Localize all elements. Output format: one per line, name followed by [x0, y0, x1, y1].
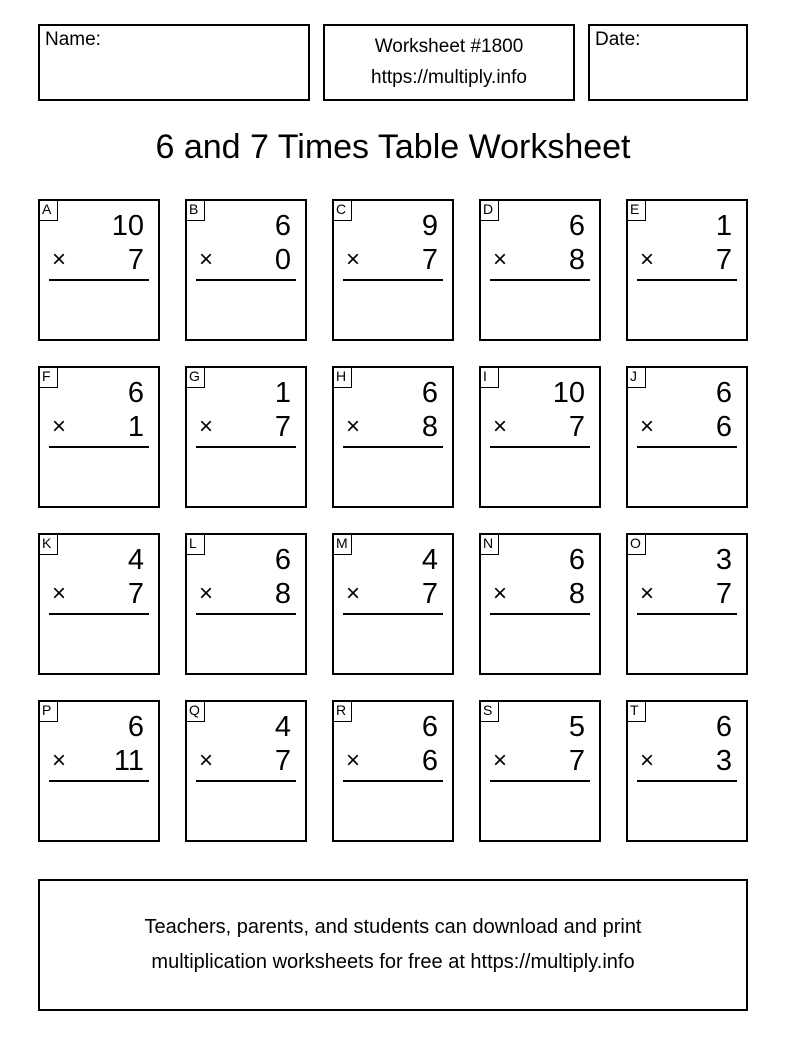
- times-sign: ×: [346, 413, 361, 440]
- times-sign: ×: [640, 580, 655, 607]
- multiplicand: 10: [552, 377, 585, 409]
- problem-g[interactable]: [185, 366, 307, 508]
- multiplicand: 4: [127, 544, 144, 576]
- answer-line: [343, 279, 443, 281]
- answer-line: [490, 780, 590, 782]
- multiplicand: 6: [274, 210, 291, 242]
- multiplicand: 5: [568, 711, 585, 743]
- answer-line: [196, 279, 296, 281]
- times-sign: ×: [52, 413, 67, 440]
- times-sign: ×: [640, 747, 655, 774]
- answer-line: [490, 446, 590, 448]
- multiplier: 7: [274, 411, 291, 443]
- multiplier: 7: [715, 578, 732, 610]
- answer-line: [196, 780, 296, 782]
- problem-q[interactable]: [185, 700, 307, 842]
- date-label: Date:: [595, 29, 641, 50]
- answer-line: [343, 446, 443, 448]
- multiplier: 0: [274, 244, 291, 276]
- footer-box: [38, 879, 748, 1011]
- page-title: 6 and 7 Times Table Worksheet: [155, 128, 631, 166]
- multiplicand: 10: [111, 210, 144, 242]
- problem-letter: N: [479, 533, 499, 555]
- times-sign: ×: [493, 413, 508, 440]
- problem-letter: B: [185, 199, 205, 221]
- footer-text-line-1: Teachers, parents, and students can download and print: [144, 916, 642, 938]
- problem-letter: K: [38, 533, 58, 555]
- multiplier: 8: [568, 578, 585, 610]
- multiplier: 7: [715, 244, 732, 276]
- multiplier: 7: [568, 411, 585, 443]
- times-sign: ×: [199, 747, 214, 774]
- problem-d[interactable]: [479, 199, 601, 341]
- multiplicand: 6: [274, 544, 291, 576]
- multiplicand: 6: [715, 711, 732, 743]
- problem-o[interactable]: [626, 533, 748, 675]
- problem-n[interactable]: [479, 533, 601, 675]
- answer-line: [49, 613, 149, 615]
- multiplicand: 1: [715, 210, 732, 242]
- problem-letter: Q: [185, 700, 205, 722]
- problem-letter: S: [479, 700, 499, 722]
- problem-i[interactable]: [479, 366, 601, 508]
- problem-e[interactable]: [626, 199, 748, 341]
- multiplier: 1: [127, 411, 144, 443]
- answer-line: [490, 613, 590, 615]
- answer-line: [490, 279, 590, 281]
- problem-b[interactable]: [185, 199, 307, 341]
- multiplier: 8: [274, 578, 291, 610]
- problem-h[interactable]: [332, 366, 454, 508]
- multiplier: 7: [568, 745, 585, 777]
- problem-t[interactable]: [626, 700, 748, 842]
- multiplier: 8: [568, 244, 585, 276]
- times-sign: ×: [52, 747, 67, 774]
- times-sign: ×: [199, 413, 214, 440]
- answer-line: [343, 613, 443, 615]
- times-sign: ×: [346, 246, 361, 273]
- problem-letter: R: [332, 700, 352, 722]
- problem-m[interactable]: [332, 533, 454, 675]
- answer-line: [196, 446, 296, 448]
- times-sign: ×: [52, 246, 67, 273]
- times-sign: ×: [346, 580, 361, 607]
- footer-text-line-2: multiplication worksheets for free at https://multiply.info: [151, 951, 635, 973]
- times-sign: ×: [493, 580, 508, 607]
- problem-p[interactable]: [38, 700, 160, 842]
- multiplier: 6: [421, 745, 438, 777]
- multiplicand: 6: [421, 377, 438, 409]
- multiplicand: 3: [715, 544, 732, 576]
- problem-letter: G: [185, 366, 205, 388]
- problem-letter: H: [332, 366, 352, 388]
- problem-letter: A: [38, 199, 58, 221]
- problem-k[interactable]: [38, 533, 160, 675]
- times-sign: ×: [52, 580, 67, 607]
- problem-letter: J: [626, 366, 646, 388]
- name-label: Name:: [45, 29, 101, 50]
- answer-line: [637, 279, 737, 281]
- multiplicand: 9: [421, 210, 438, 242]
- answer-line: [49, 780, 149, 782]
- problem-letter: M: [332, 533, 352, 555]
- problem-letter: I: [479, 366, 499, 388]
- problem-letter: C: [332, 199, 352, 221]
- answer-line: [49, 446, 149, 448]
- problem-s[interactable]: [479, 700, 601, 842]
- problem-l[interactable]: [185, 533, 307, 675]
- multiplicand: 6: [127, 711, 144, 743]
- times-sign: ×: [346, 747, 361, 774]
- multiplicand: 1: [274, 377, 291, 409]
- worksheet-number: Worksheet #1800: [374, 36, 524, 57]
- answer-line: [49, 279, 149, 281]
- problem-a[interactable]: [38, 199, 160, 341]
- multiplier: 8: [421, 411, 438, 443]
- times-sign: ×: [199, 246, 214, 273]
- problem-letter: F: [38, 366, 58, 388]
- problem-letter: T: [626, 700, 646, 722]
- problem-letter: L: [185, 533, 205, 555]
- website-link[interactable]: https://multiply.info: [371, 67, 527, 88]
- multiplicand: 6: [715, 377, 732, 409]
- times-sign: ×: [640, 246, 655, 273]
- times-sign: ×: [493, 246, 508, 273]
- answer-line: [637, 613, 737, 615]
- multiplicand: 6: [568, 210, 585, 242]
- multiplier: 6: [715, 411, 732, 443]
- multiplier: 11: [113, 745, 144, 777]
- answer-line: [343, 780, 443, 782]
- problem-letter: E: [626, 199, 646, 221]
- problem-letter: D: [479, 199, 499, 221]
- multiplier: 7: [421, 578, 438, 610]
- problem-f[interactable]: [38, 366, 160, 508]
- multiplicand: 6: [127, 377, 144, 409]
- multiplicand: 6: [568, 544, 585, 576]
- times-sign: ×: [493, 747, 508, 774]
- answer-line: [637, 446, 737, 448]
- problem-letter: O: [626, 533, 646, 555]
- multiplicand: 6: [421, 711, 438, 743]
- multiplier: 7: [127, 244, 144, 276]
- answer-line: [196, 613, 296, 615]
- problem-c[interactable]: [332, 199, 454, 341]
- multiplier: 3: [715, 745, 732, 777]
- multiplier: 7: [274, 745, 291, 777]
- problem-r[interactable]: [332, 700, 454, 842]
- times-sign: ×: [199, 580, 214, 607]
- problem-letter: P: [38, 700, 58, 722]
- multiplicand: 4: [421, 544, 438, 576]
- multiplier: 7: [127, 578, 144, 610]
- multiplicand: 4: [274, 711, 291, 743]
- times-sign: ×: [640, 413, 655, 440]
- answer-line: [637, 780, 737, 782]
- multiplier: 7: [421, 244, 438, 276]
- problem-j[interactable]: [626, 366, 748, 508]
